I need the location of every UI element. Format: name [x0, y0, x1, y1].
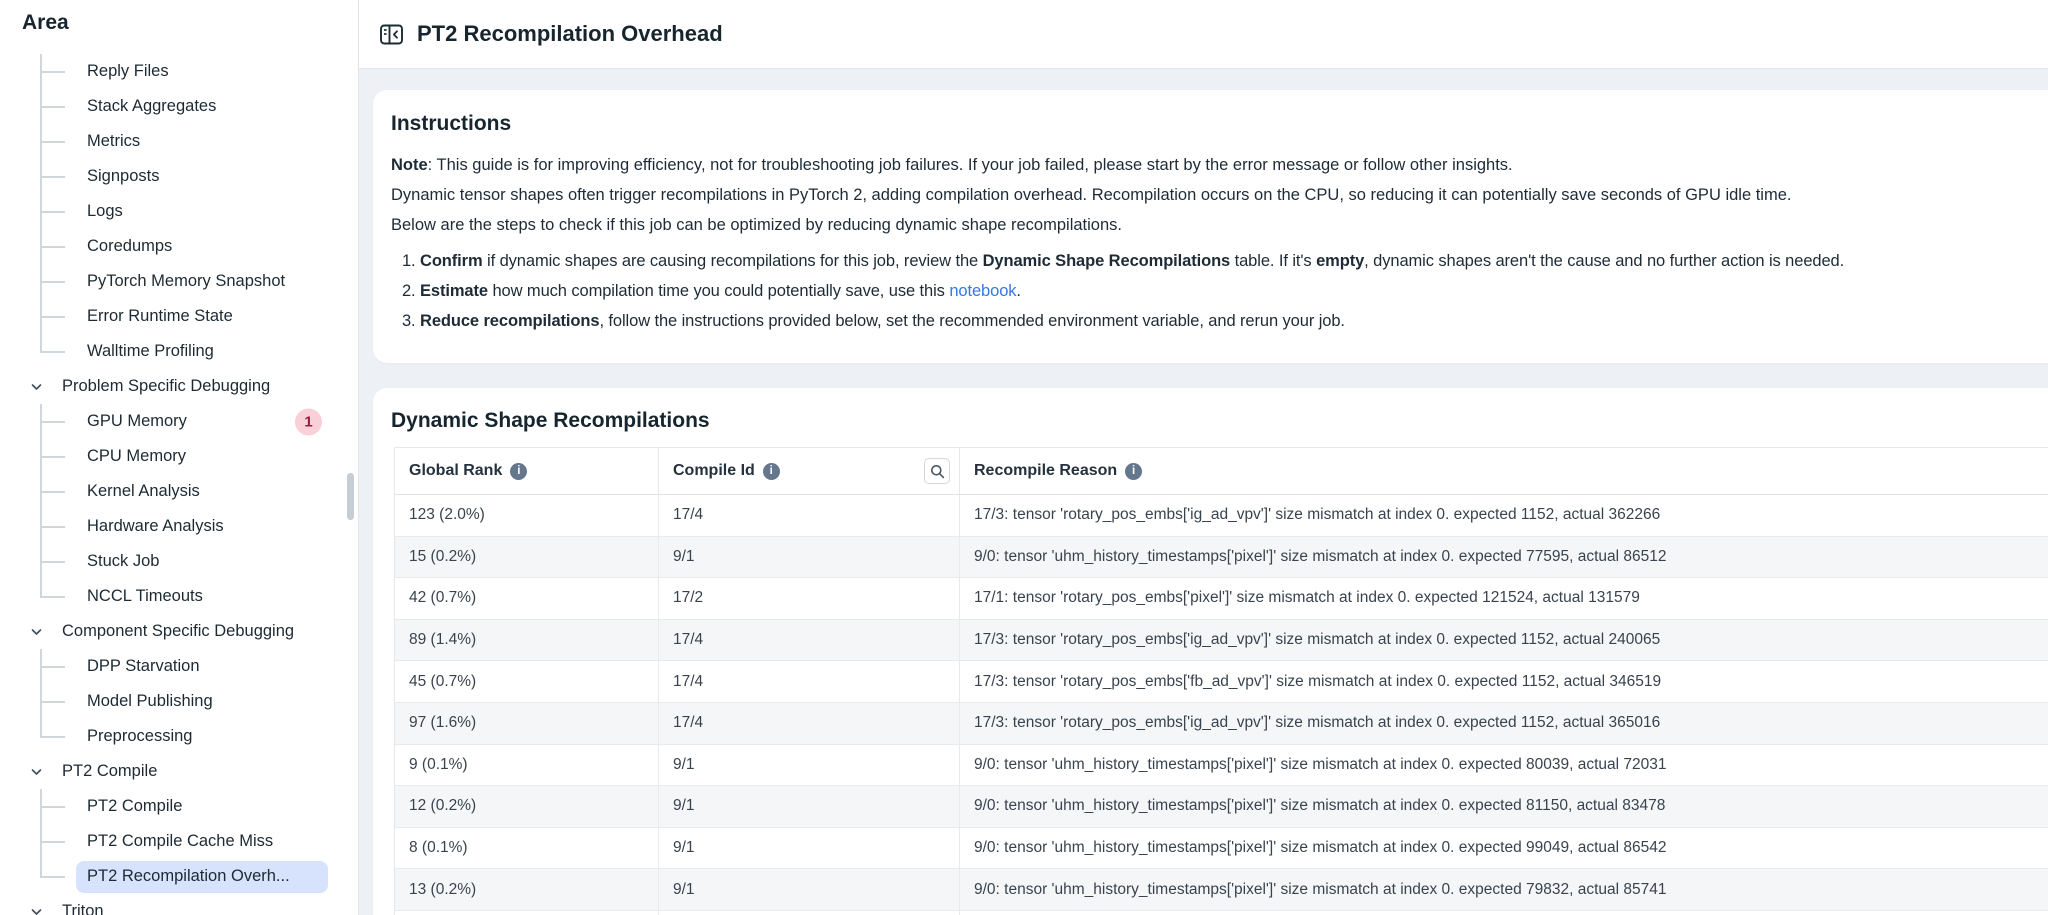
table-row	[395, 537, 2048, 579]
table-row	[395, 786, 2048, 828]
cell-global-rank: 45 (0.7%)	[395, 661, 659, 702]
sidebar	[0, 0, 359, 915]
step-text: table. If it's	[1230, 252, 1317, 270]
sidebar-item-error-runtime-state[interactable]	[0, 299, 358, 334]
sidebar-item-pt2-recompilation-overh[interactable]	[0, 859, 358, 894]
cell-recompile-reason: 9/0: tensor 'uhm_history_timestamps['pixel']' size mismatch at index 0. expected 99049, actual 86542	[974, 839, 1667, 857]
sidebar-item-label: DPP Starvation	[87, 657, 200, 675]
info-icon[interactable]	[1125, 463, 1142, 480]
area-tree	[0, 54, 358, 915]
panel-collapse-icon[interactable]	[380, 24, 403, 45]
cell-recompile-reason: 17/3: tensor 'rotary_pos_embs['ig_ad_vpv']' size mismatch at index 0. expected 1152, actual 365016	[974, 714, 1661, 732]
step-estimate	[420, 276, 2048, 306]
sidebar-item-signposts[interactable]	[0, 159, 358, 194]
step-text: if dynamic shapes are causing recompilations for this job, review the	[482, 252, 983, 270]
step-reduce	[420, 306, 2048, 336]
sidebar-item-problem-specific-debugging[interactable]	[0, 369, 358, 404]
sidebar-item-coredumps[interactable]	[0, 229, 358, 264]
cell-empty	[395, 911, 659, 915]
cell-compile-id: 17/4	[659, 495, 960, 536]
step-bold: Confirm	[420, 252, 483, 270]
sidebar-item-walltime-profiling[interactable]	[0, 334, 358, 369]
sidebar-item-stuck-job[interactable]	[0, 544, 358, 579]
step-confirm	[420, 246, 2048, 276]
sidebar-item-label: Hardware Analysis	[87, 517, 224, 535]
cell-compile-id: 17/4	[659, 661, 960, 702]
cell-recompile-reason: 17/3: tensor 'rotary_pos_embs['fb_ad_vpv']' size mismatch at index 0. expected 1152, actual 346519	[974, 672, 1662, 690]
instructions-steps	[391, 246, 2048, 336]
sidebar-item-label: Preprocessing	[87, 727, 193, 745]
main-panel	[359, 0, 2048, 915]
cell-global-rank: 8 (0.1%)	[395, 828, 659, 869]
table-row-partial	[395, 911, 2048, 915]
sidebar-item-label: CPU Memory	[87, 447, 187, 465]
column-header-global-rank[interactable]	[395, 448, 659, 494]
cell-recompile-reason: 9/0: tensor 'uhm_history_timestamps['pixel']' size mismatch at index 0. expected 80039, actual 72031	[974, 755, 1667, 773]
step-text: , follow the instructions provided below, set the recommended environment variable, and rerun your job.	[599, 312, 1345, 330]
cell-compile-id: 17/4	[659, 703, 960, 744]
sidebar-item-label: NCCL Timeouts	[87, 587, 203, 605]
sidebar-item-label: PT2 Recompilation Overh...	[87, 867, 290, 885]
sidebar-item-label: Logs	[87, 202, 123, 220]
cell-compile-id: 9/1	[659, 537, 960, 578]
cell-compile-id: 9/1	[659, 745, 960, 786]
cell-compile-id: 17/2	[659, 578, 960, 619]
cell-global-rank: 9 (0.1%)	[395, 745, 659, 786]
column-header-recompile-reason[interactable]	[960, 448, 2048, 494]
step-bold: Dynamic Shape Recompilations	[982, 252, 1231, 270]
sidebar-item-label: Triton	[62, 902, 104, 915]
search-icon	[930, 464, 945, 479]
column-header-compile-id[interactable]	[659, 448, 960, 494]
cell-empty	[659, 911, 960, 915]
cell-global-rank: 42 (0.7%)	[395, 578, 659, 619]
table-header-row	[395, 448, 2048, 495]
sidebar-item-label: Stack Aggregates	[87, 97, 217, 115]
note-text: : This guide is for improving efficiency, not for troubleshooting job failures. If your job failed, please start by the error message or follow other insights.	[427, 156, 1513, 174]
sidebar-item-label: Stuck Job	[87, 552, 160, 570]
sidebar-item-label: PT2 Compile	[62, 762, 158, 780]
table-row	[395, 745, 2048, 787]
sidebar-item-label: PT2 Compile	[87, 797, 183, 815]
cell-recompile-reason: 17/1: tensor 'rotary_pos_embs['pixel']' size mismatch at index 0. expected 121524, actual 131579	[974, 589, 1640, 607]
sidebar-item-reply-files[interactable]	[0, 54, 358, 89]
cell-compile-id: 9/1	[659, 869, 960, 910]
step-text: .	[1016, 282, 1021, 300]
cell-recompile-reason: 9/0: tensor 'uhm_history_timestamps['pixel']' size mismatch at index 0. expected 79832, actual 85741	[974, 880, 1667, 898]
info-icon[interactable]	[763, 463, 780, 480]
cell-global-rank: 13 (0.2%)	[395, 869, 659, 910]
sidebar-item-pytorch-memory-snapshot[interactable]	[0, 264, 358, 299]
sidebar-title: Area	[22, 11, 69, 34]
cell-global-rank: 89 (1.4%)	[395, 620, 659, 661]
table-row	[395, 869, 2048, 911]
cell-recompile-reason: 9/0: tensor 'uhm_history_timestamps['pixel']' size mismatch at index 0. expected 81150, actual 83478	[974, 797, 1666, 815]
cell-compile-id: 9/1	[659, 786, 960, 827]
sidebar-scrollbar-thumb[interactable]	[347, 473, 354, 520]
cell-global-rank: 97 (1.6%)	[395, 703, 659, 744]
sidebar-item-hardware-analysis[interactable]	[0, 509, 358, 544]
recompilations-card	[373, 388, 2048, 915]
main-header	[359, 0, 2048, 69]
cell-recompile-reason: 9/0: tensor 'uhm_history_timestamps['pixel']' size mismatch at index 0. expected 77595, actual 86512	[974, 547, 1667, 565]
instructions-line3: Below are the steps to check if this job can be optimized by reducing dynamic shape recompilations.	[391, 216, 1122, 234]
search-button[interactable]	[924, 458, 950, 484]
sidebar-item-label: Model Publishing	[87, 692, 213, 710]
instructions-line2: Dynamic tensor shapes often trigger recompilations in PyTorch 2, adding compilation overhead. Recompilation occurs on the CPU, so reducing it can potentially save seconds of GPU idle time.	[391, 186, 1792, 204]
sidebar-item-label: Metrics	[87, 132, 141, 150]
sidebar-item-gpu-memory[interactable]	[0, 404, 358, 439]
cell-recompile-reason: 17/3: tensor 'rotary_pos_embs['ig_ad_vpv']' size mismatch at index 0. expected 1152, actual 362266	[974, 506, 1661, 524]
table-row	[395, 578, 2048, 620]
sidebar-item-component-specific-debugging[interactable]	[0, 614, 358, 649]
sidebar-item-label: Kernel Analysis	[87, 482, 200, 500]
page-title: PT2 Recompilation Overhead	[417, 21, 723, 46]
table-row	[395, 828, 2048, 870]
cell-empty	[960, 911, 2048, 915]
instructions-card	[373, 90, 2048, 363]
main-body	[359, 69, 2048, 915]
column-label: Compile Id	[673, 462, 755, 479]
sidebar-item-pt2-compile-cache-miss[interactable]	[0, 824, 358, 859]
recompilations-heading: Dynamic Shape Recompilations	[391, 409, 710, 432]
sidebar-item-metrics[interactable]	[0, 124, 358, 159]
sidebar-item-triton[interactable]	[0, 894, 358, 915]
recompilations-table	[394, 447, 2048, 915]
step-bold: empty	[1316, 252, 1365, 270]
sidebar-item-label: PT2 Compile Cache Miss	[87, 832, 274, 850]
sidebar-item-pt2-compile[interactable]	[0, 754, 358, 789]
sidebar-item-label: Walltime Profiling	[87, 342, 214, 360]
info-icon[interactable]	[510, 463, 527, 480]
sidebar-item-cpu-memory[interactable]	[0, 439, 358, 474]
sidebar-item-label: Coredumps	[87, 237, 173, 255]
sidebar-item-label: Signposts	[87, 167, 160, 185]
table-row	[395, 661, 2048, 703]
sidebar-item-dpp-starvation[interactable]	[0, 649, 358, 684]
table-body	[395, 495, 2048, 915]
cell-recompile-reason: 17/3: tensor 'rotary_pos_embs['ig_ad_vpv']' size mismatch at index 0. expected 1152, actual 240065	[974, 631, 1661, 649]
cell-global-rank: 123 (2.0%)	[395, 495, 659, 536]
notebook-link[interactable]: notebook	[949, 282, 1017, 300]
step-text: how much compilation time you could potentially save, use this	[487, 282, 950, 300]
sidebar-item-pt2-compile[interactable]	[0, 789, 358, 824]
column-label-group	[673, 462, 780, 480]
sidebar-item-label: PyTorch Memory Snapshot	[87, 272, 286, 290]
sidebar-item-logs[interactable]	[0, 194, 358, 229]
cell-global-rank: 12 (0.2%)	[395, 786, 659, 827]
sidebar-item-label: Component Specific Debugging	[62, 622, 295, 640]
column-label: Global Rank	[409, 462, 503, 479]
table-row	[395, 620, 2048, 662]
sidebar-item-nccl-timeouts[interactable]	[0, 579, 358, 614]
note-label: Note	[391, 156, 428, 174]
step-bold: Reduce recompilations	[420, 312, 600, 330]
instructions-heading: Instructions	[391, 112, 512, 135]
cell-compile-id: 17/4	[659, 620, 960, 661]
sidebar-item-label: GPU Memory	[87, 412, 187, 430]
instructions-note	[391, 150, 2048, 180]
sidebar-item-label: Error Runtime State	[87, 307, 233, 325]
sidebar-item-model-publishing[interactable]	[0, 684, 358, 719]
count-badge: 1	[295, 408, 322, 435]
sidebar-item-label: Problem Specific Debugging	[62, 377, 271, 395]
table-row	[395, 495, 2048, 537]
sidebar-item-stack-aggregates[interactable]	[0, 89, 358, 124]
sidebar-item-label: Reply Files	[87, 62, 169, 80]
table-row	[395, 703, 2048, 745]
sidebar-item-preprocessing[interactable]	[0, 719, 358, 754]
sidebar-item-kernel-analysis[interactable]	[0, 474, 358, 509]
step-bold: Estimate	[420, 282, 488, 300]
column-label: Recompile Reason	[974, 462, 1118, 479]
cell-compile-id: 9/1	[659, 828, 960, 869]
step-text: , dynamic shapes aren't the cause and no further action is needed.	[1364, 252, 1845, 270]
cell-global-rank: 15 (0.2%)	[395, 537, 659, 578]
